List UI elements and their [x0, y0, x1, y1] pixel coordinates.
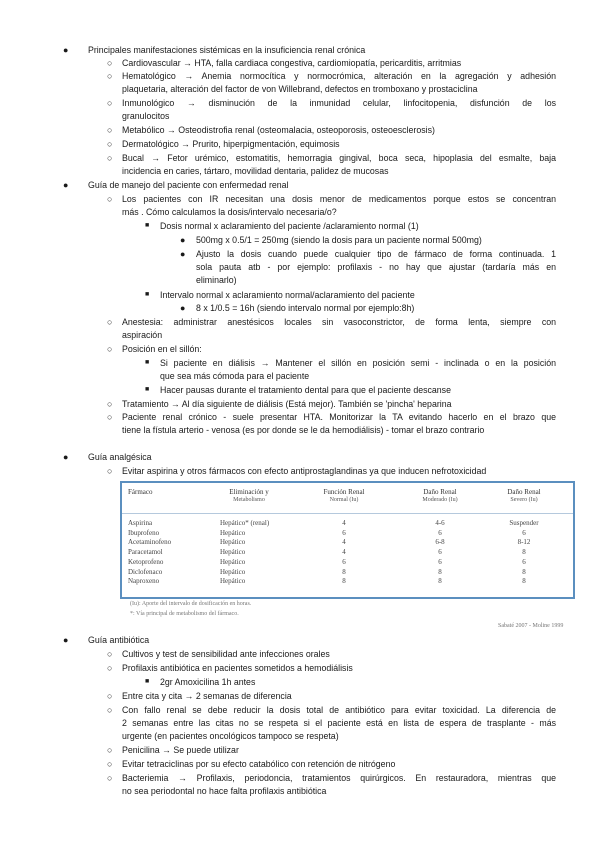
list-item-cont: que sea más cómoda para el paciente — [160, 371, 310, 381]
bullet-circle: ○ — [107, 663, 113, 673]
list-item: Bucal → Fetor urémico, estomatitis, hemorragia gingival, boca seca, hipoplasia del esmalte, baja — [122, 153, 556, 163]
th-dano-severo — [484, 488, 564, 504]
list-item: 500mg x 0.5/1 = 250mg (siendo la dosis para un paciente normal 500mg) — [196, 235, 482, 245]
table-header — [122, 483, 573, 514]
list-item: Anestesia: administrar anestésicos locales sin vasoconstrictor, de forma lenta, siempre con — [122, 317, 556, 327]
bullet-dot: ● — [63, 452, 69, 462]
table-cell: 6 — [522, 528, 526, 537]
table-cell: Hepático — [220, 548, 246, 557]
bullet-circle: ○ — [107, 412, 113, 422]
bullet-square: ■ — [145, 359, 150, 366]
table-cell-drug: Acetaminofeno — [128, 538, 172, 547]
list-item: Bacteriemia → Profilaxis, periodoncia, tratamientos quirúrgicos. En restauradora, mientras que — [122, 773, 556, 783]
list-item: Con fallo renal se debe reducir la dosis total de antibiótico para evitar toxicidad. La diferencia de — [122, 705, 556, 715]
th-dano-moderado — [400, 488, 480, 504]
th-title: Función Renal — [323, 488, 365, 496]
bullet-square: ■ — [145, 291, 150, 298]
th-funcion-renal — [304, 488, 384, 504]
bullet-circle: ○ — [107, 153, 113, 163]
list-item-cont: granulocitos — [122, 111, 170, 121]
list-item: Dermatológico → Prurito, hiperpigmentación, equimosis — [122, 139, 340, 149]
bullet-dot: ● — [180, 249, 186, 259]
list-item: Hematológico → Anemia normocítica y normocrómica, alteración en la agregación y adhesión — [122, 71, 556, 81]
th-title: Eliminación y — [229, 488, 269, 496]
table-cell: 4 — [342, 548, 346, 557]
table-cell: 6 — [438, 528, 442, 537]
table-cell: 4 — [342, 519, 346, 527]
bullet-dot: ● — [180, 235, 186, 245]
list-item: Cultivos y test de sensibilidad ante infecciones orales — [122, 649, 330, 659]
list-item: 2gr Amoxicilina 1h antes — [160, 677, 256, 687]
bullet-circle: ○ — [107, 691, 113, 701]
list-item: Hacer pausas durante el tratamiento dental para que el paciente descanse — [160, 385, 451, 395]
table-cell: Hepático* (renal) — [220, 519, 270, 527]
bullet-circle: ○ — [107, 466, 113, 476]
bullet-circle: ○ — [107, 773, 113, 783]
table-cell-drug: Ibuprofeno — [128, 528, 160, 537]
bullet-circle: ○ — [107, 759, 113, 769]
th-title: Daño Renal — [507, 488, 541, 496]
table-cell: 6 — [438, 548, 442, 557]
list-item: 8 x 1/0.5 = 16h (siendo intervalo normal por ejemplo:8h) — [196, 303, 415, 313]
list-item-cont: plaquetaria, alteración del factor de von Willebrand, defectos en tromboxano y prostaciclina — [122, 84, 478, 94]
bullet-square: ■ — [145, 678, 150, 685]
table-cell: Hepático — [220, 528, 246, 537]
table-cell: Suspender — [509, 519, 539, 527]
table-cell: 6 — [522, 557, 526, 566]
th-sub: Metabolismo — [233, 497, 265, 503]
bullet-circle: ○ — [107, 399, 113, 409]
list-item-cont: eliminarlo) — [196, 275, 237, 285]
table-cell: 8 — [342, 567, 346, 576]
table-cell-drug: Naproxeno — [128, 577, 160, 586]
list-item-cont: 2 semanas entre las citas no se respeta si el paciente está en lista de espera de trasplante - más — [122, 718, 556, 728]
list-item: Intervalo normal x aclaramiento normal/aclaramiento del paciente — [160, 290, 415, 300]
bullet-square: ■ — [145, 386, 150, 393]
list-item: Dosis normal x aclaramiento del paciente /aclaramiento normal (1) — [160, 221, 419, 231]
table-cell: Hepático — [220, 567, 246, 576]
heading-guia-analgesica: Guía analgésica — [88, 452, 152, 462]
list-item-cont: no sea periodontal no hace falta profilaxis antibiótica — [122, 786, 327, 796]
list-item: Entre cita y cita → 2 semanas de diferencia — [122, 691, 292, 701]
table-cell-drug: Ketoprofeno — [128, 557, 164, 566]
th-sub: Normal (Iu) — [329, 497, 359, 503]
bullet-circle: ○ — [107, 98, 113, 108]
bullet-circle: ○ — [107, 139, 113, 149]
heading-manifestaciones: Principales manifestaciones sistémicas en la insuficiencia renal crónica — [88, 45, 366, 55]
list-item: Ajusto la dosis cuando puede cualquier tipo de fármaco de forma continuada. 1 — [196, 249, 556, 259]
list-item: Tratamiento → Al día siguiente de diálisis (Está mejor). También se 'pincha' heparina — [122, 399, 452, 409]
list-item: Paciente renal crónico - suele presentar HTA. Monitorizar la TA evitando hacerlo en el brazo que — [122, 412, 556, 422]
bullet-dot: ● — [63, 180, 69, 190]
bullet-circle: ○ — [107, 745, 113, 755]
table-cell: Hepático — [220, 577, 246, 586]
table-cell: 8 — [438, 577, 442, 586]
th-farmaco — [128, 488, 188, 496]
list-item: Evitar tetraciclinas por su efecto catabólico con retención de nitrógeno — [122, 759, 396, 769]
table-cell: 8-12 — [517, 538, 531, 547]
table-cell: Hepático — [220, 538, 246, 547]
heading-guia-manejo: Guía de manejo del paciente con enfermedad renal — [88, 180, 289, 190]
list-item: Los pacientes con IR necesitan una dosis menor de medicamentos porque estos se concentran — [122, 194, 556, 204]
bullet-circle: ○ — [107, 705, 113, 715]
list-item-cont: tiene la fístula arterio - venosa (es por donde se le da hemodiálisis) - tomar el brazo contrario — [122, 425, 485, 435]
table-cell: 8 — [342, 577, 346, 586]
table-cell: Hepático — [220, 557, 246, 566]
list-item: Inmunológico → disminución de la inmunidad celular, linfocitopenia, disfunción de los — [122, 98, 556, 108]
table-cell-drug: Aspirina — [128, 519, 153, 527]
list-item: Evitar aspirina y otros fármacos con efecto antiprostaglandinas ya que inducen nefrotoxicidad — [122, 466, 487, 476]
list-item-cont: sola pauta atb - por ejemplo: profilaxis - no hay que ajustar (tardaría más en — [196, 262, 556, 272]
list-item: Posición en el sillón: — [122, 344, 202, 354]
table-cell: 6 — [342, 557, 346, 566]
heading-guia-antibiotica: Guía antibiótica — [88, 635, 150, 645]
bullet-dot: ● — [63, 635, 69, 645]
table-footnote: (Iu): Aporte del intervalo de dosificación en horas. — [130, 601, 252, 607]
bullet-dot: ● — [180, 303, 186, 313]
bullet-circle: ○ — [107, 125, 113, 135]
th-sub: Severo (Iu) — [510, 497, 538, 503]
table-cell: 6-8 — [435, 538, 445, 547]
list-item-cont: urgente (en pacientes oncológicos tampoco se respeta) — [122, 731, 339, 741]
list-item-cont: aspiración — [122, 330, 163, 340]
bullet-circle: ○ — [107, 194, 113, 204]
list-item-cont: incidencia en caries, tártaro, movilidad dentaria, palidez de mucosas — [122, 166, 389, 176]
table-footnote: *: Vía principal de metabolismo del fármaco. — [130, 611, 239, 617]
bullet-circle: ○ — [107, 58, 113, 68]
list-item: Penicilina → Se puede utilizar — [122, 745, 239, 755]
th-title: Fármaco — [128, 488, 153, 496]
table-cell-drug: Diclofenaco — [128, 567, 163, 576]
th-sub: Moderado (Iu) — [422, 497, 458, 503]
bullet-square: ■ — [145, 222, 150, 229]
table-cell: 8 — [522, 567, 526, 576]
analgesic-table — [120, 481, 575, 599]
list-item: Si paciente en diálisis → Mantener el sillón en posición semi - inclinada o en la posición — [160, 358, 556, 368]
table-cell: 8 — [522, 577, 526, 586]
table-source: Sabaté 2007 - Moline 1999 — [498, 623, 564, 629]
list-item-cont: más . Cómo calculamos la dosis/intervalo necesaria/o? — [122, 207, 337, 217]
table-cell: 8 — [438, 567, 442, 576]
list-item: Profilaxis antibiótica en pacientes sometidos a hemodiálisis — [122, 663, 353, 673]
table-cell-drug: Paracetamol — [128, 548, 163, 557]
list-item: Cardiovascular → HTA, falla cardiaca congestiva, cardiomiopatía, pericarditis, arritmias — [122, 58, 462, 68]
bullet-circle: ○ — [107, 317, 113, 327]
bullet-circle: ○ — [107, 344, 113, 354]
table-cell: 4 — [342, 538, 346, 547]
table-cell: 4-6 — [435, 519, 445, 527]
th-title: Daño Renal — [423, 488, 457, 496]
table-cell: 6 — [342, 528, 346, 537]
table-cell: 8 — [522, 548, 526, 557]
table-cell: 6 — [438, 557, 442, 566]
bullet-circle: ○ — [107, 649, 113, 659]
list-item: Metabólico → Osteodistrofia renal (osteomalacia, osteoporosis, osteoesclerosis) — [122, 125, 435, 135]
bullet-circle: ○ — [107, 71, 113, 81]
bullet-dot: ● — [63, 45, 69, 55]
th-eliminacion — [204, 488, 294, 504]
